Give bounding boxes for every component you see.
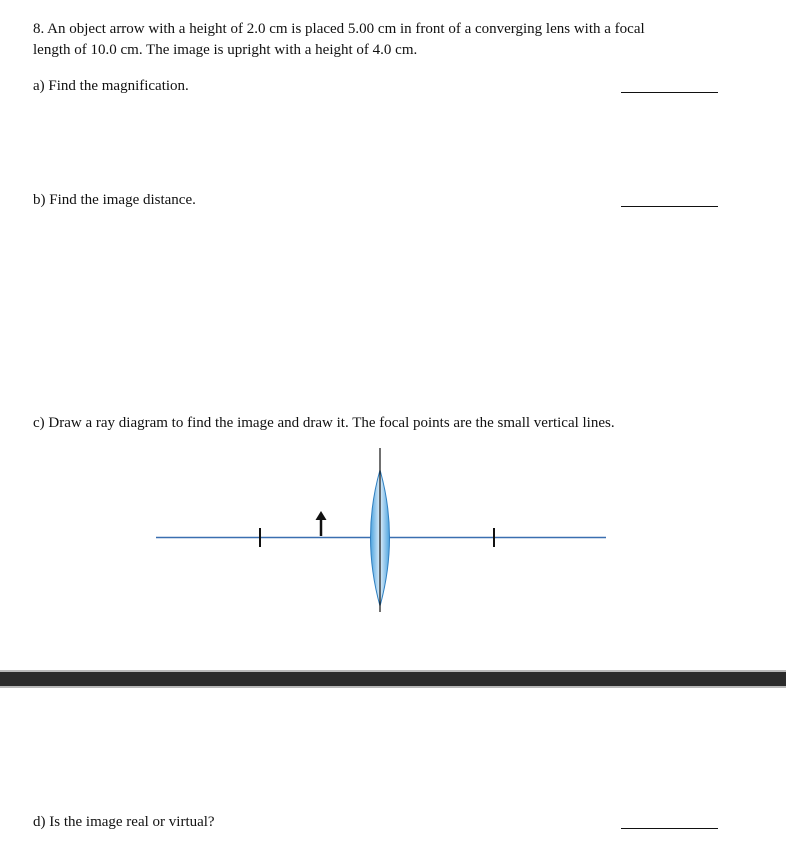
- question-a: a) Find the magnification.: [33, 78, 189, 94]
- object-arrow: [316, 511, 327, 536]
- problem-statement-line-2: length of 10.0 cm. The image is upright with a height of 4.0 cm.: [33, 42, 418, 58]
- page-break-border-bottom: [0, 686, 786, 688]
- question-d: d) Is the image real or virtual?: [33, 814, 215, 830]
- answer-line-d[interactable]: [621, 828, 718, 829]
- page-break-bar: [0, 672, 786, 686]
- object-arrow-head: [316, 511, 327, 520]
- problem-statement-line-1: 8. An object arrow with a height of 2.0 cm is placed 5.00 cm in front of a converging lens with a focal: [33, 21, 645, 37]
- answer-line-a[interactable]: [621, 92, 718, 93]
- question-b: b) Find the image distance.: [33, 192, 196, 208]
- question-c: c) Draw a ray diagram to find the image and draw it. The focal points are the small vertical lines.: [33, 415, 615, 431]
- ray-diagram[interactable]: [150, 440, 620, 620]
- answer-line-b[interactable]: [621, 206, 718, 207]
- converging-lens: [371, 448, 390, 612]
